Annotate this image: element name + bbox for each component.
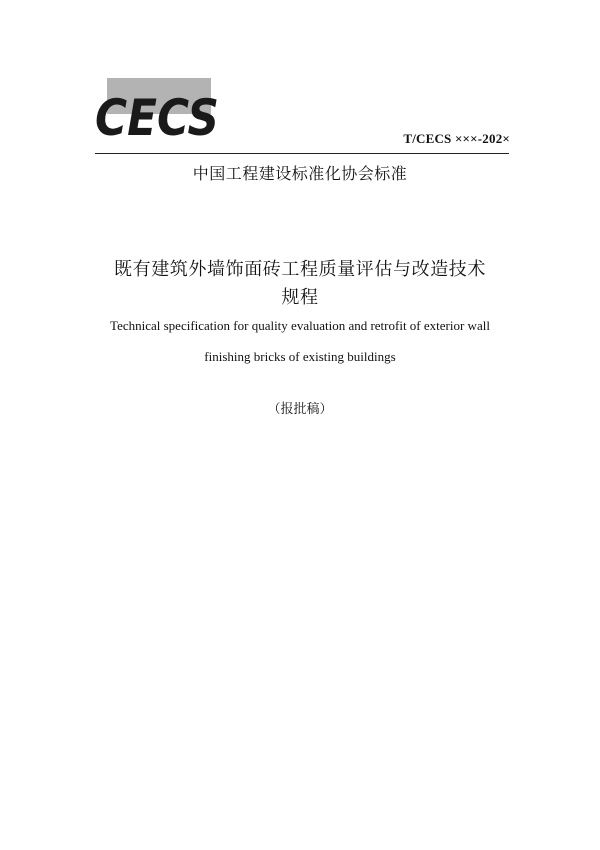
chinese-title-line-1: 既有建筑外墙饰面砖工程质量评估与改造技术 — [114, 259, 486, 280]
draft-status-label: （报批稿） — [267, 402, 333, 417]
header-divider — [95, 153, 509, 154]
cecs-logo — [93, 78, 221, 147]
english-title-line-2: finishing bricks of existing buildings — [204, 349, 396, 364]
standard-code: T/CECS ×××-202× — [403, 131, 510, 146]
association-standard-line: 中国工程建设标准化协会标准 — [192, 164, 408, 183]
logo-wordmark: CECS — [95, 89, 219, 147]
english-title-line-1: Technical specification for quality evaluation and retrofit of exterior wall — [110, 318, 490, 333]
chinese-title-line-2: 规程 — [281, 287, 319, 308]
